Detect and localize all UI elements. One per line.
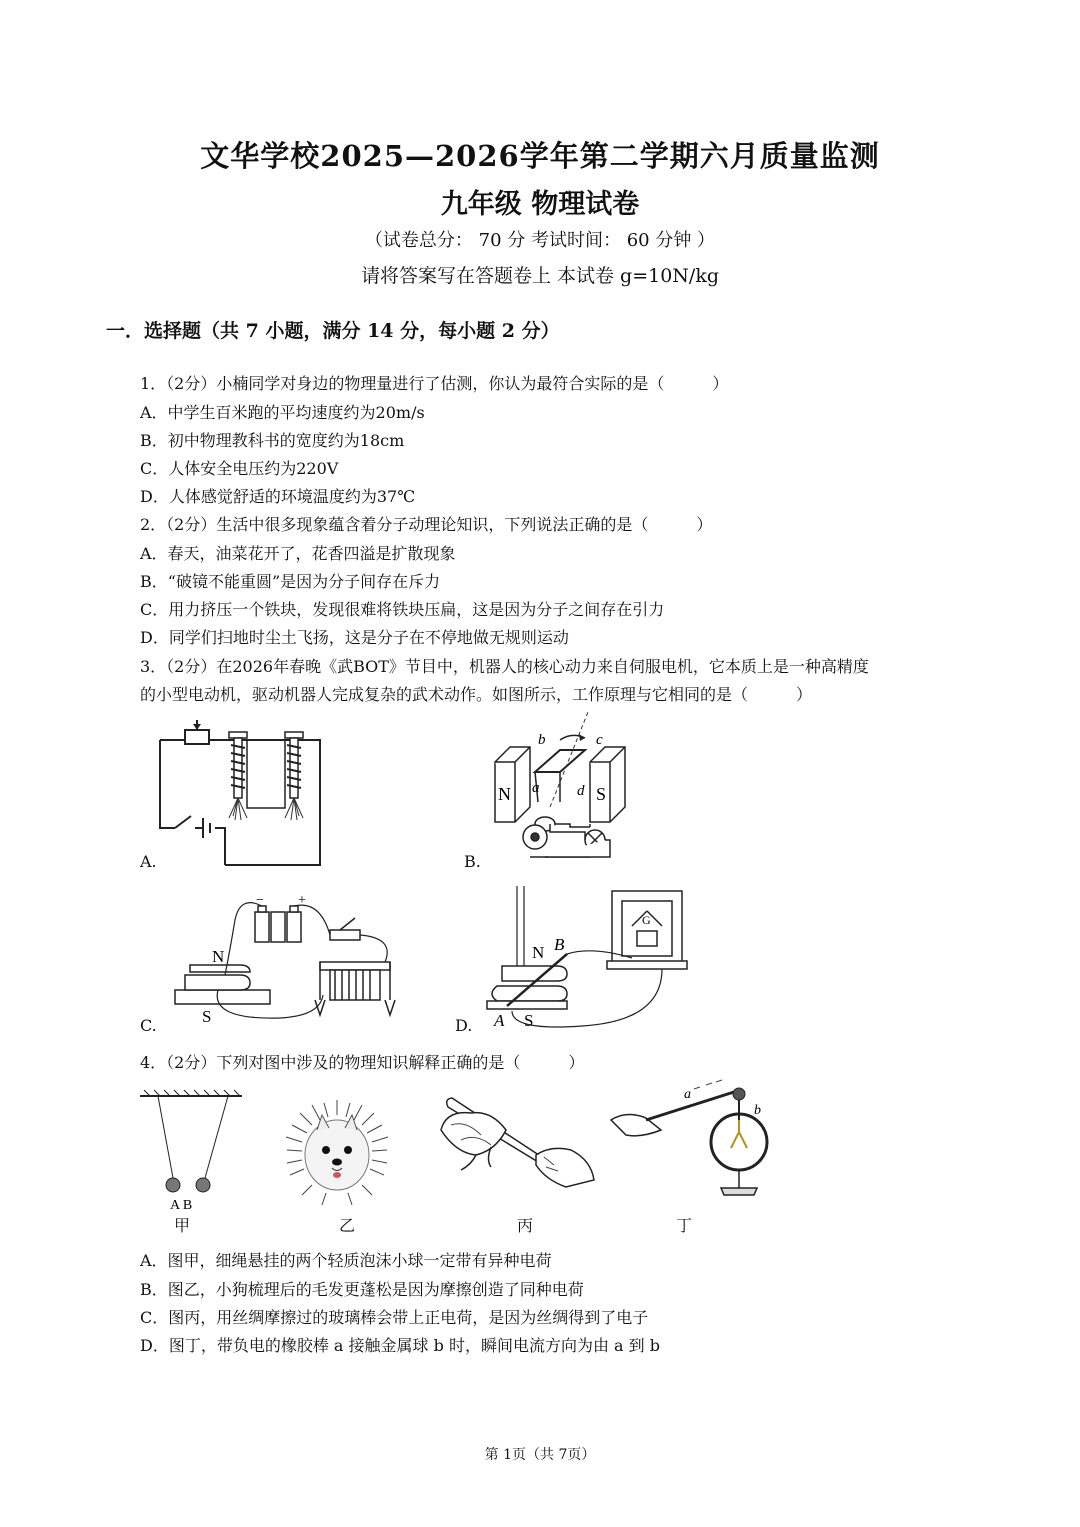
q3-label-c: C. xyxy=(140,1016,157,1035)
fig-d-label-b: B xyxy=(554,935,565,954)
fig-d-label-s: S xyxy=(524,1011,534,1030)
q2-option-d: D．同学们扫地时尘土飞扬，这是分子在不停地做无规则运动 xyxy=(140,628,569,647)
q2-option-b: B．“破镜不能重圆”是因为分子间存在斥力 xyxy=(140,572,441,591)
q4-option-d: D．图丁，带负电的橡胶棒 a 接触金属球 b 时，瞬间电流方向为由 a 到 b xyxy=(140,1336,660,1355)
q4-option-b: B．图乙，小狗梳理后的毛发更蓬松是因为摩擦创造了同种电荷 xyxy=(140,1280,584,1299)
q3-figure-c xyxy=(170,890,405,1030)
q4-caption-bing: 丙 xyxy=(517,1216,534,1235)
fig-c-label-n: N xyxy=(212,947,225,966)
fig-b-label-c: c xyxy=(596,732,603,748)
q3-label-d: D. xyxy=(455,1016,473,1035)
q4-figure-bing xyxy=(436,1095,596,1190)
q3-label-a: A. xyxy=(140,852,157,871)
exam-subtitle: 九年级 物理试卷 xyxy=(440,189,640,220)
section-title: 一．选择题（共 7 小题，满分 14 分，每小题 2 分） xyxy=(106,320,560,342)
q4-stem: 4．（2分）下列对图中涉及的物理知识解释正确的是（ ） xyxy=(140,1053,585,1072)
fig-d-label-g: G xyxy=(642,913,651,927)
q3-figure-a xyxy=(155,720,335,870)
q3-label-b: B. xyxy=(464,852,481,871)
q4-caption-jia: 甲 xyxy=(174,1216,191,1235)
exam-info: （试卷总分： 70 分 考试时间： 60 分钟 ） xyxy=(364,230,716,251)
q4-figure-yi xyxy=(282,1095,392,1210)
q1-option-d: D．人体感觉舒适的环境温度约为37℃ xyxy=(140,487,416,506)
exam-note: 请将答案写在答题卷上 本试卷 g=10N/kg xyxy=(360,265,720,287)
fig-b-label-b: b xyxy=(538,732,546,748)
q4-figure-ding xyxy=(606,1080,781,1210)
q3-stem-line1: 3．（2分）在2026年春晚《武BOT》节目中，机器人的核心动力来自伺服电机，它本质上是一种高精度 xyxy=(140,657,869,676)
q1-option-c: C．人体安全电压约为220V xyxy=(140,459,339,478)
q1-option-b: B．初中物理教科书的宽度约为18cm xyxy=(140,431,405,450)
q1-stem: 1．（2分）小楠同学对身边的物理量进行了估测，你认为最符合实际的是（ ） xyxy=(140,374,729,393)
fig-c-minus: − xyxy=(256,893,264,908)
q2-option-c: C．用力挤压一个铁块，发现很难将铁块压扁，这是因为分子之间存在引力 xyxy=(140,600,665,619)
fig-d-label-a: A xyxy=(494,1011,505,1030)
exam-title: 文华学校2025—2026学年第二学期六月质量监测 xyxy=(200,139,880,173)
q4-option-c: C．图丙，用丝绸摩擦过的玻璃棒会带上正电荷，是因为丝绸得到了电子 xyxy=(140,1308,649,1327)
fig-b-label-n: N xyxy=(498,784,511,804)
q1-option-a: A．中学生百米跑的平均速度约为20m/s xyxy=(140,403,425,422)
fig-c-label-s: S xyxy=(202,1007,212,1026)
page-number: 第 1页（共 7页） xyxy=(484,1447,596,1463)
fig-c-plus: + xyxy=(298,893,306,908)
q4-caption-ding: 丁 xyxy=(676,1216,693,1235)
q2-stem: 2．（2分）生活中很多现象蕴含着分子动理论知识，下列说法正确的是（ ） xyxy=(140,515,713,534)
q3-figure-d xyxy=(482,886,692,1031)
fig-jia-labels: A B xyxy=(170,1198,193,1213)
fig-ding-label-a: a xyxy=(684,1087,691,1102)
fig-ding-label-b: b xyxy=(754,1103,761,1118)
q4-option-a: A．图甲，细绳悬挂的两个轻质泡沫小球一定带有异种电荷 xyxy=(140,1251,552,1270)
fig-b-label-a: a xyxy=(532,780,540,796)
q4-caption-yi: 乙 xyxy=(339,1216,356,1235)
q4-figure-jia xyxy=(140,1090,245,1215)
q3-stem-line2: 的小型电动机，驱动机器人完成复杂的武术动作。如图所示，工作原理与它相同的是（ ） xyxy=(140,685,813,704)
fig-b-label-s: S xyxy=(596,784,607,804)
q3-figure-b xyxy=(490,712,650,872)
fig-b-label-d: d xyxy=(577,783,585,799)
fig-d-label-n: N xyxy=(532,943,545,962)
q2-option-a: A．春天，油菜花开了，花香四溢是扩散现象 xyxy=(140,544,456,563)
